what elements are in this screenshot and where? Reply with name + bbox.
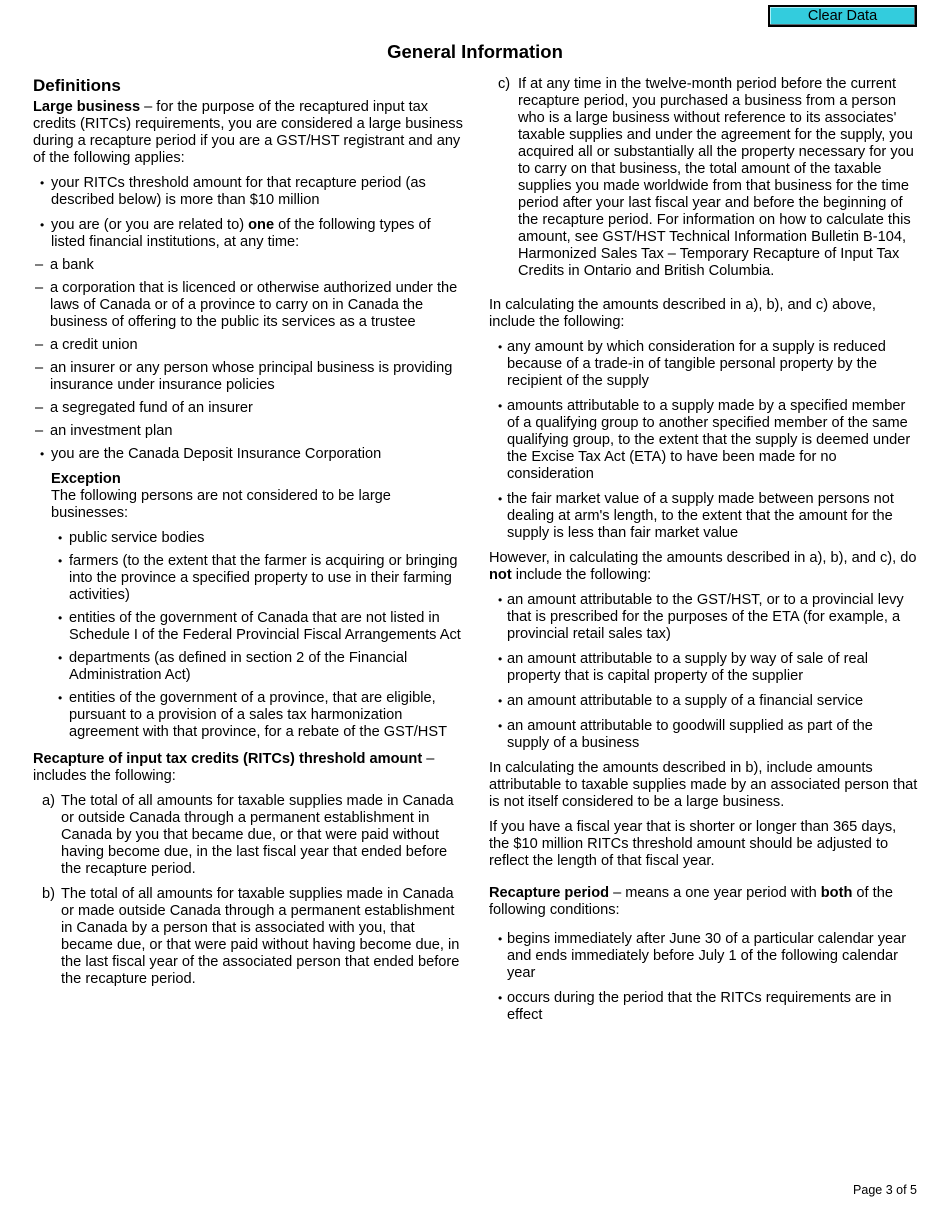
large-business-definition (33, 99, 463, 167)
criteria-threshold-text: your RITCs threshold amount for that recapture period (as described below) is more than $10 million (51, 175, 426, 208)
criteria-fi-text-post: of the following types of listed financial institutions, at any time: (51, 217, 431, 250)
list-item: • amounts attributable to a supply made by a specified member of a qualifying group to another specified member of the same qualifying group, to the extent that the supply is deemed under the Excise Tax Act (ETA) to have been made for no consideration (489, 398, 919, 483)
exclude-intro (489, 550, 919, 584)
list-item: • public service bodies (51, 530, 463, 547)
exception-intro: The following persons are not considered to be large businesses: (51, 488, 391, 521)
left-column (33, 76, 463, 996)
exclude-list (489, 592, 919, 752)
list-item: • occurs during the period that the RITCs requirements are in effect (489, 990, 919, 1024)
list-item: – a corporation that is licenced or otherwise authorized under the laws of Canada or of a province to carry on in Canada the business of offering to the public its services as a trustee (18, 280, 463, 331)
cdic-list (33, 446, 463, 463)
list-item (33, 175, 463, 209)
list-item: – a credit union (18, 337, 463, 354)
recapture-post: of the following conditions: (489, 885, 893, 918)
item-text: The total of all amounts for taxable supplies made in Canada or made outside Canada through a permanent establishment in Canada by a person that is associated with you, that became due, or that were paid without having become due, in the last fiscal year of the associated person that ended before the recapture period. (61, 886, 460, 987)
item-marker: a) (42, 793, 55, 809)
list-item: • you are the Canada Deposit Insurance Corporation (33, 446, 463, 463)
large-business-term: Large business (33, 99, 141, 115)
recapture-term: Recapture period (489, 885, 610, 901)
threshold-text: – includes the following: (33, 751, 435, 784)
list-item: – a bank (18, 257, 463, 274)
threshold-definition (33, 751, 463, 785)
associated-person-paragraph: In calculating the amounts described in b), include amounts attributable to taxable supplies made by an associated person that is not itself considered to be a large business. (489, 760, 918, 810)
exclude-intro-bold: not (489, 567, 512, 583)
threshold-term: Recapture of input tax credits (RITCs) threshold amount (33, 751, 423, 767)
recapture-list (489, 931, 919, 1024)
list-item: • any amount by which consideration for a supply is reduced because of a trade-in of tangible personal property by the recipient of the supply (489, 339, 919, 390)
list-item (33, 217, 463, 251)
list-item: – an insurer or any person whose principal business is providing insurance under insurance policies (18, 360, 463, 394)
list-item: • an amount attributable to a supply by way of sale of real property that is capital property of the supplier (489, 651, 919, 685)
item-text: The total of all amounts for taxable supplies made in Canada or outside Canada through a permanent establishment in Canada by you that became due, or that were paid without having become due, in the last fiscal year that ended before the recapture period. (61, 793, 454, 877)
list-item: • departments (as defined in section 2 of the Financial Administration Act) (51, 650, 463, 684)
list-item: • the fair market value of a supply made between persons not dealing at arm's length, to the extent that the amount for the supply is less than fair market value (489, 491, 919, 542)
include-list (489, 339, 919, 542)
definitions-heading: Definitions (33, 76, 121, 95)
exception-section (33, 471, 463, 741)
list-item: • farmers (to the extent that the farmer is acquiring or bringing into the province a specified property to use in their farming activities) (51, 553, 463, 604)
recapture-period-definition (489, 885, 919, 919)
item-text: If at any time in the twelve-month period before the current recapture period, you purchased a business from a person who is a large business without reference to its associates' taxable supplies and under the agreement for the supply, you acquired all or substantially all the property necessary for you to carry on that business, the total amount of the taxable supplies you made worldwide from that business for the time period after your last fiscal year and before the beginning of the recapture period. For information on how to calculate this amount, see GST/HST Technical Information Bulletin B-104, Harmonized Sales Tax – Temporary Recapture of Input Tax Credits in Ontario and British Columbia. (518, 76, 914, 279)
fiscal-year-paragraph: If you have a fiscal year that is shorter or longer than 365 days, the $10 million RITCs threshold amount should be adjusted to reflect the length of that fiscal year. (489, 819, 897, 869)
list-item: – an investment plan (18, 423, 463, 440)
criteria-fi-bold: one (248, 217, 275, 233)
threshold-items-continued (489, 76, 919, 280)
list-item: • an amount attributable to goodwill supplied as part of the supply of a business (489, 718, 919, 752)
exception-heading-text: Exception (51, 471, 121, 487)
large-business-criteria (33, 175, 463, 251)
list-item (489, 76, 919, 280)
include-intro: In calculating the amounts described in a), b), and c) above, include the following: (489, 297, 876, 330)
exclude-intro-pre: However, in calculating the amounts described in a), b), and c), do (489, 550, 917, 566)
list-item: • an amount attributable to a supply of a financial service (489, 693, 919, 710)
large-business-text: – for the purpose of the recaptured input tax credits (RITCs) requirements, you are considered a large business during a recapture period if you are a GST/HST registrant and any of the following applies: (33, 99, 463, 166)
list-item (33, 793, 463, 878)
list-item: • entities of the government of a province, that are eligible, pursuant to a provision of a sales tax harmonization agreement with that province, for a rebate of the GST/HST (51, 690, 463, 741)
page-number: Page 3 of 5 (853, 1183, 917, 1197)
clear-data-button[interactable]: Clear Data (768, 5, 917, 27)
criteria-fi-text-pre: you are (or you are related to) (51, 217, 249, 233)
threshold-items (33, 793, 463, 988)
exception-heading (51, 471, 463, 488)
list-item: • begins immediately after June 30 of a particular calendar year and ends immediately before July 1 of the following calendar year (489, 931, 919, 982)
recapture-bold: both (820, 885, 853, 901)
list-item: • entities of the government of Canada that are not listed in Schedule I of the Federal Provincial Fiscal Arrangements Act (51, 610, 463, 644)
exclude-intro-post: include the following: (511, 567, 652, 583)
recapture-mid: – means a one year period with (609, 885, 821, 901)
right-column (489, 76, 919, 1032)
page-title: General Information (387, 41, 563, 62)
item-marker: b) (42, 886, 55, 902)
list-item: – a segregated fund of an insurer (18, 400, 463, 417)
exception-list (51, 530, 463, 741)
list-item: • an amount attributable to the GST/HST, or to a provincial levy that is prescribed for the purposes of the ETA (for example, a provincial retail sales tax) (489, 592, 919, 643)
financial-institutions-list (18, 257, 463, 440)
list-item (33, 886, 463, 988)
item-marker: c) (498, 76, 511, 92)
